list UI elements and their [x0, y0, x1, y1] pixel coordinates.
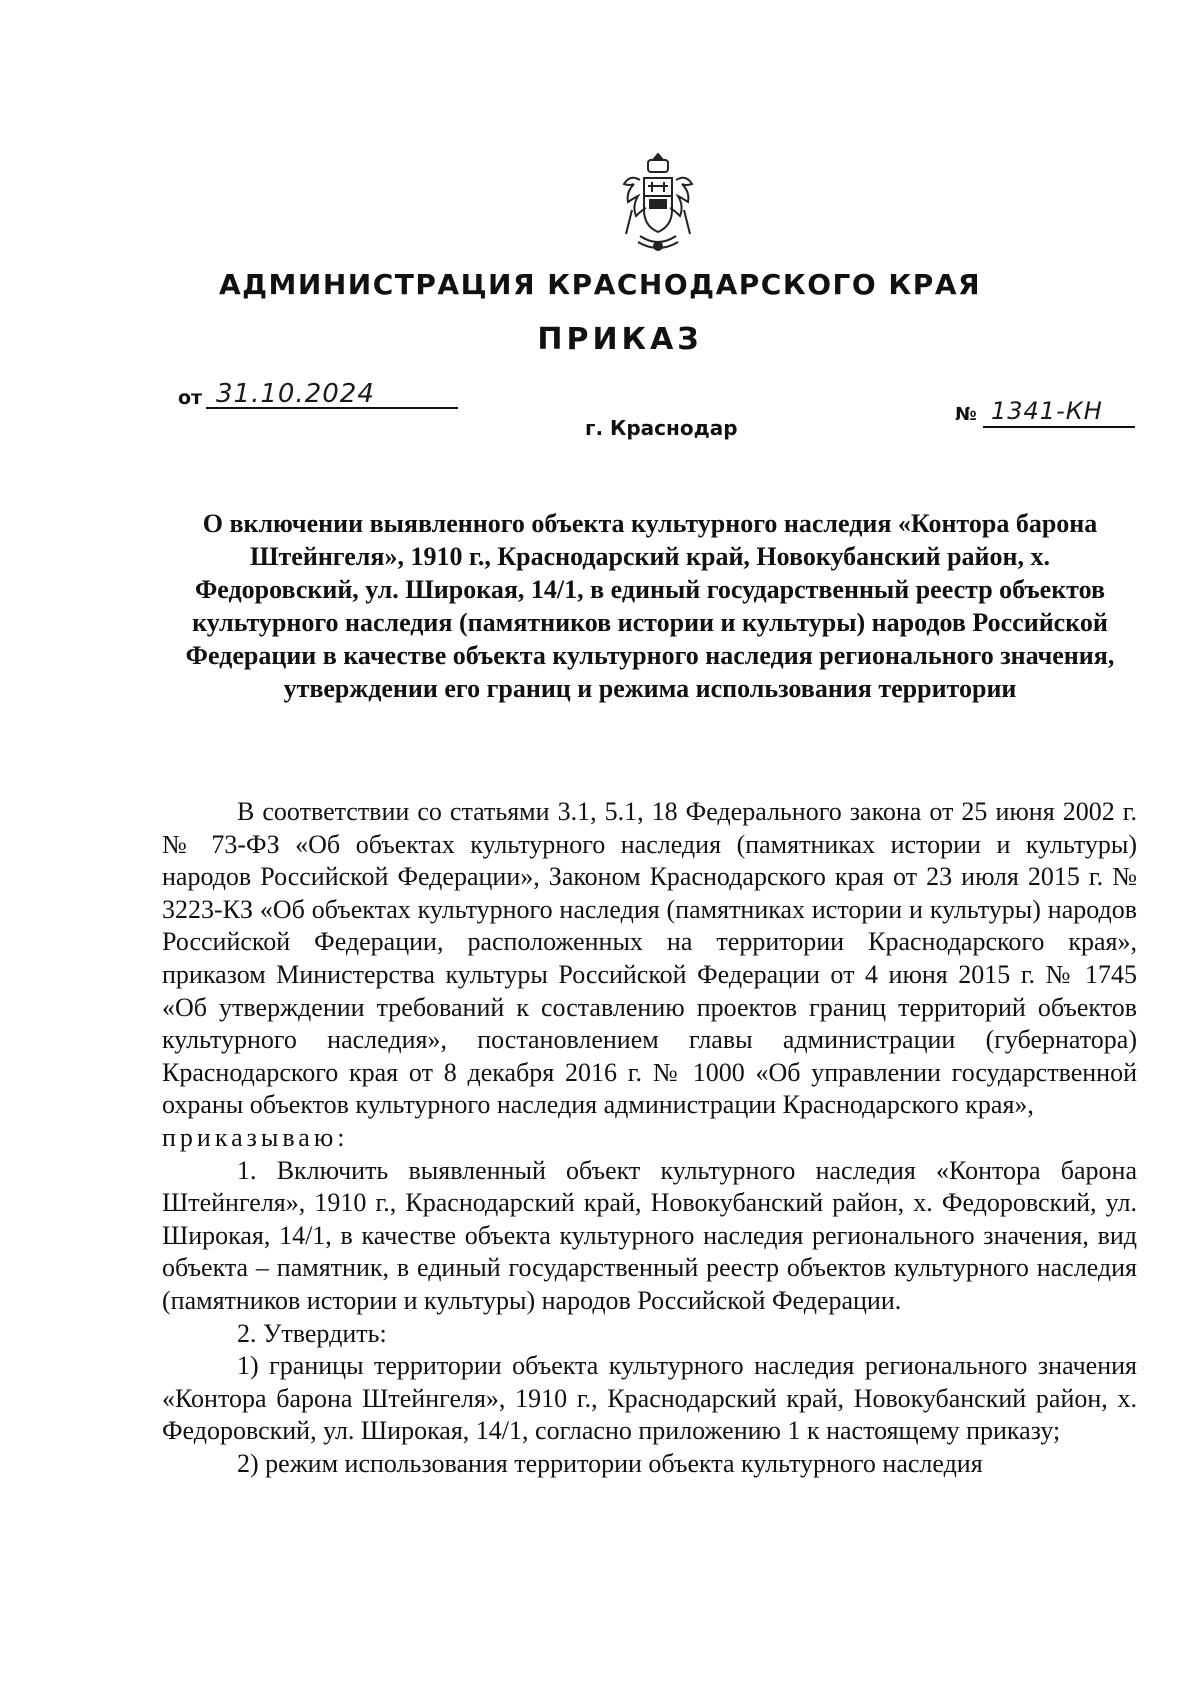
document-title: О включении выявленного объекта культурного наследия «Контора барона Штейнгеля», 1910 г., Краснодарский край, Новокубанский район, х. Федоровский, ул. Широкая, 14/1, в единый государственный реестр объектов культурного наследия (памятников истории и культуры) народов Российской Федерации в качестве объекта культурного наследия регионального значения, утверждении его границ и режима использования территории — [185, 509, 1115, 703]
organization-name: АДМИНИСТРАЦИЯ КРАСНОДАРСКОГО КРАЯ — [218, 268, 982, 301]
city: г. Краснодар — [585, 416, 738, 440]
item-2-paragraph: 2. Утвердить: — [237, 1318, 387, 1348]
date-underline — [206, 407, 458, 409]
item-2-2-paragraph: 2) режим использования территории объекта культурного наследия — [237, 1448, 983, 1478]
handwritten-number: 1341-КН — [991, 397, 1103, 425]
number-field — [955, 397, 1155, 442]
document-type: ПРИКАЗ — [537, 322, 703, 357]
coat-of-arms-icon — [618, 150, 698, 255]
preamble-paragraph: В соответствии со статьями 3.1, 5.1, 18 Федерального закона от 25 июня 2002 г. № 73-ФЗ «Об объектах культурного наследия (памятниках истории и культуры) народов Российской Федерации», Законом Краснодарского края от 23 июля 2015 г. № 3223-КЗ «Об объектах культурного наследия (памятниках истории и культуры) народов Российской Федерации, расположенных на территории Краснодарского края», приказом Министерства культуры Российской Федерации от 4 июня 2015 г. № 1745 «Об утверждении требований к составлению проектов границ территорий объектов культурного наследия», постановлением главы администрации (губернатора) Краснодарского края от 8 декабря 2016 г. № 1000 «Об управлении государственной охраны объектов культурного наследия администрации Краснодарского края», — [162, 797, 1137, 1120]
item-1-paragraph: 1. Включить выявленный объект культурного наследия «Контора барона Штейнгеля», 1910 г., Краснодарский край, Новокубанский район, х. Федоровский, ул. Широкая, 14/1, в качестве объекта культурного наследия регионального значения, вид объекта – памятник, в единый государственный реестр объектов культурного наследия (памятников истории и культуры) народов Российской Федерации. — [162, 1155, 1137, 1315]
number-underline — [983, 426, 1135, 428]
handwritten-date: 31.10.2024 — [216, 379, 375, 409]
number-prefix: № — [955, 404, 977, 425]
date-field — [178, 379, 478, 425]
order-word: приказываю: — [162, 1122, 349, 1152]
item-2-1-paragraph: 1) границы территории объекта культурного наследия регионального значения «Контора барона Штейнгеля», 1910 г., Краснодарский край, Новокубанский район, х. Федоровский, ул. Широкая, 14/1, согласно приложению 1 к настоящему приказу; — [162, 1351, 1137, 1446]
date-prefix: от — [178, 387, 203, 409]
document-body — [162, 796, 1137, 1480]
